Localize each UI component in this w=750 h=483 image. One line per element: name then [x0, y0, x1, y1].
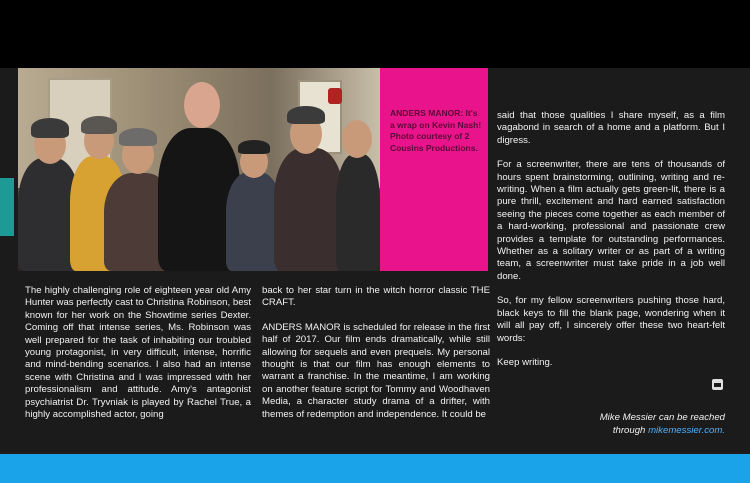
paragraph: said that those qualities I share myself, as a film vagabond in search of a home and a platform. But I digress.: [497, 110, 725, 146]
person-5-hat: [238, 140, 270, 154]
person-2-hat: [81, 116, 117, 134]
person-6-hat: [287, 106, 325, 124]
paragraph: ANDERS MANOR is scheduled for release in the first half of 2017. Our film ends dramatically, while still allowing for sequels and even prequels. My personal thought is that our film has enough elements to warrant a franchise. In the meantime, I am working on another feature script for Tommy and Woodhaven Media, a character study drama of a drifter, with themes of redemption and independence. It could be: [262, 321, 490, 420]
paragraph: back to her star turn in the witch horror classic THE CRAFT.: [262, 285, 490, 309]
person-6: [274, 148, 344, 271]
photo-exit-sign: [328, 88, 342, 104]
photo-caption: ANDERS MANOR: It's a wrap on Kevin Nash! Photo courtesy of 2 Cousins Productions.: [390, 108, 482, 153]
article-column-1: [25, 285, 251, 433]
author-website-link[interactable]: mikemessier.com.: [648, 424, 725, 436]
end-of-article-icon: [712, 379, 723, 390]
top-black-bar: [0, 0, 750, 68]
paragraph: For a screenwriter, there are tens of thousands of hours spent brainstorming, outlining, writing and re-writing. When a film actually gets green-lit, there is a pure thrill, excitement and hard earned satisfaction seeing the pieces come together as each member of a hard-working, professional and passionate crew provides a template for outstanding performances. Whether as a solitary writer or as part of a writing team, a screenwriter must take pride in a job well done.: [497, 159, 725, 282]
teal-edge-tab: [0, 178, 14, 236]
paragraph: Keep writing.: [497, 356, 553, 368]
photo-caption-box: [380, 68, 488, 271]
contact-prefix: through: [612, 424, 649, 436]
person-7: [336, 154, 380, 271]
article-column-2: [262, 285, 490, 433]
paragraph: So, for my fellow screenwriters pushing those hard, black keys to fill the blank page, wondering when it will all pay off, I sincerely offer these two heart-felt words:: [497, 295, 725, 344]
contact-line-2: [497, 425, 725, 438]
magazine-page: [0, 68, 750, 454]
bottom-blue-bar: [0, 454, 750, 483]
person-4-head: [184, 82, 220, 128]
article-column-3: [497, 110, 725, 381]
person-1-hat: [31, 118, 69, 138]
person-3-hat: [119, 128, 157, 146]
person-7-head: [342, 120, 372, 158]
cast-photo: [18, 68, 380, 271]
author-contact: [497, 412, 725, 438]
contact-line-1: Mike Messier can be reached: [599, 412, 725, 423]
paragraph: The highly challenging role of eighteen year old Amy Hunter was perfectly cast to Christina Robinson, best known for her work on the Showtime series Dexter. Coming off that intense series, Ms. Robinson was well prepared for the task of inhabiting our troubled young protagonist, in very difficult, intense, horrific and mind-bending scenarios. I also had an intense scene with Christina and I was impressed with her professionalism and attitude. Amy's antagonist psychiatrist Dr. Tryvniak is played by Rachel True, a highly accomplished actor, going: [25, 285, 251, 421]
